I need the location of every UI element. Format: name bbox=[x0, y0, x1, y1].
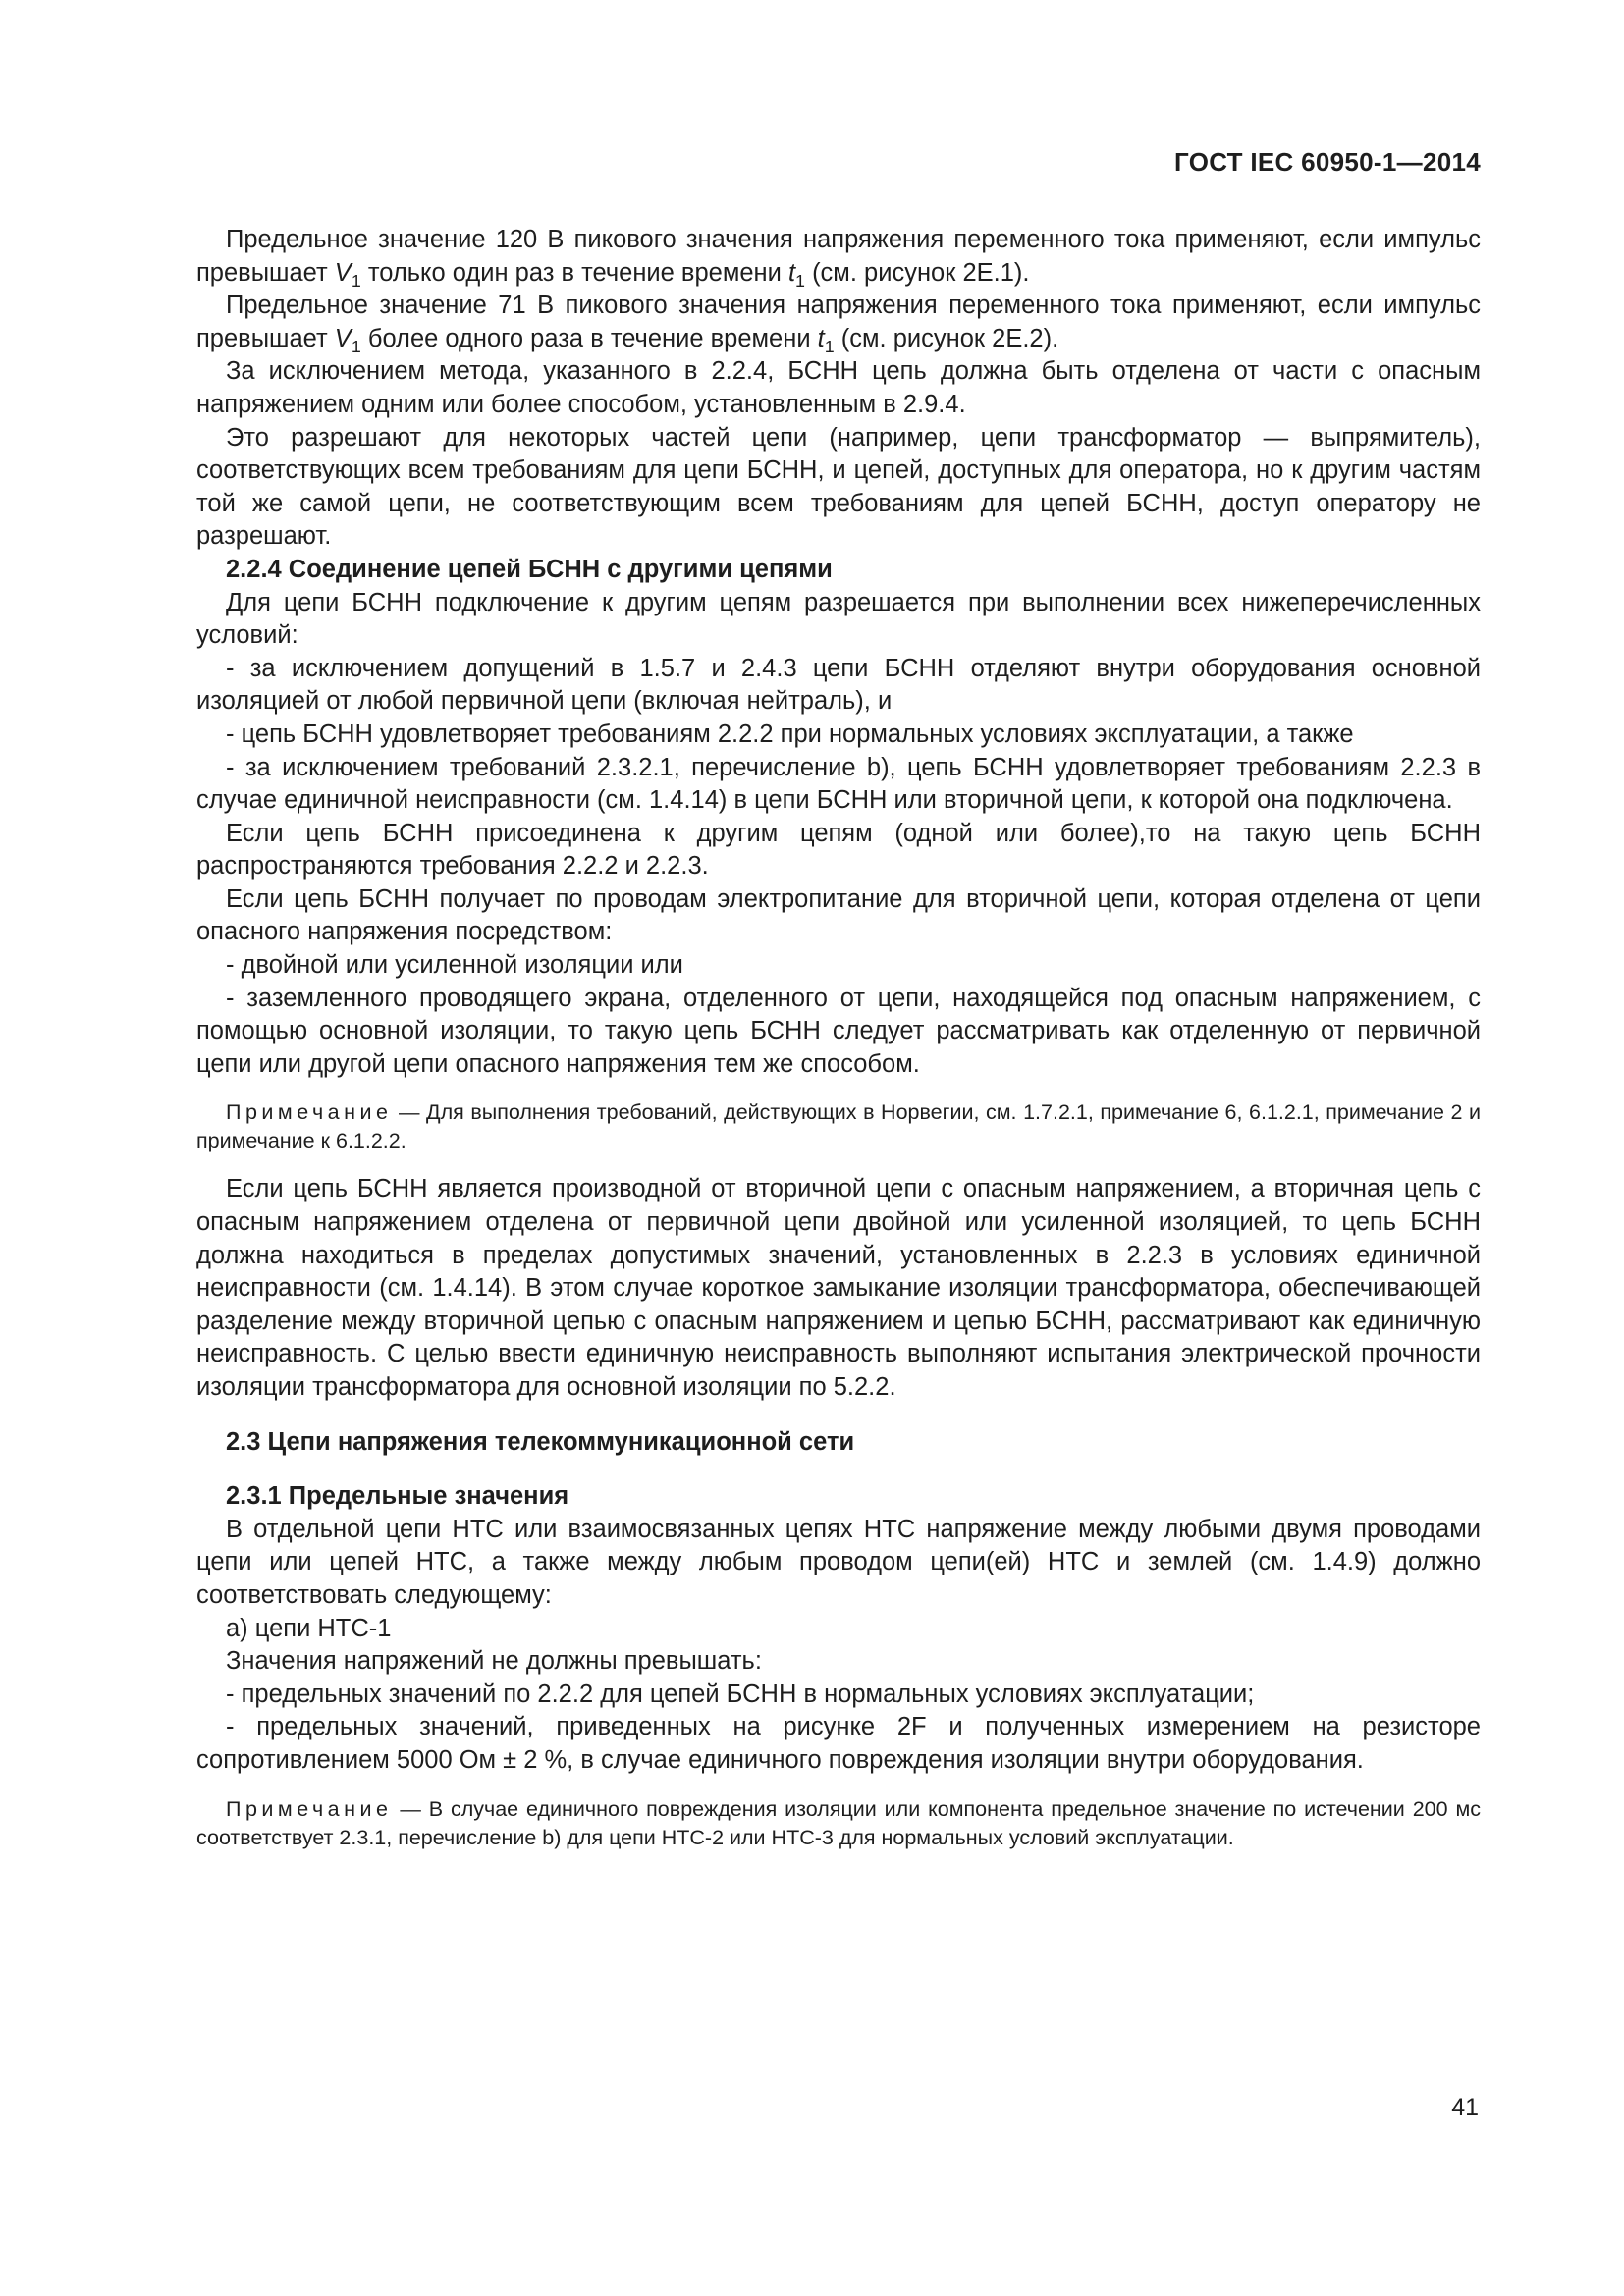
document-code: ГОСТ IEC 60950-1—2014 bbox=[1174, 147, 1481, 177]
paragraph: Для цепи БСНН подключение к другим цепям разрешается при выполнении всех нижеперечисленных условий: bbox=[196, 588, 1481, 650]
paragraph: Если цепь БСНН получает по проводам электропитание для вторичной цепи, которая отделена от цепи опасного напряжения посредством: bbox=[196, 884, 1481, 946]
subsection-heading: 2.3.1 Предельные значения bbox=[226, 1482, 569, 1511]
paragraph: За исключением метода, указанного в 2.2.4, БСНН цепь должна быть отделена от части с опасным напряжением одним или более способом, установленным в 2.9.4. bbox=[196, 357, 1481, 418]
list-item: - за исключением допущений в 1.5.7 и 2.4.3 цепи БСНН отделяют внутри оборудования основной изоляцией от любой первичной цепи (включая нейтраль), и bbox=[196, 654, 1481, 716]
list-item: - цепь БСНН удовлетворяет требованиям 2.2.2 при нормальных условиях эксплуатации, а также bbox=[226, 720, 1354, 748]
list-item: - заземленного проводящего экрана, отделенного от цепи, находящейся под опасным напряжением, с помощью основной изоляции, то такую цепь БСНН следует рассматривать как отделенную от первичной цепи или другой цепи опасного напряжения тем же способом. bbox=[196, 984, 1481, 1078]
page-body bbox=[196, 224, 1481, 1870]
list-item: - предельных значений по 2.2.2 для цепей БСНН в нормальных условиях эксплуатации; bbox=[226, 1680, 1255, 1708]
list-item: - двойной или усиленной изоляции или bbox=[226, 951, 683, 980]
paragraph: Если цепь БСНН является производной от вторичной цепи с опасным напряжением, а вторичная цепь с опасным напряжением отделена от первичной цепи двойной или усиленной изоляцией, то цепь БСНН должна находиться в пределах допустимых значений, установленных в 2.2.3 в условиях единичной неисправности (см. 1.4.14). В этом случае короткое замыкание изоляции трансформатора, обеспечивающей разделение между вторичной цепью с опасным напряжением и цепью БСНН, рассматривают как единичную неисправность. С целью ввести единичную неисправность выполняют испытания электрической прочности изоляции трансформатора для основной изоляции по 5.2.2. bbox=[196, 1175, 1481, 1401]
note: Примечание — Для выполнения требований, действующих в Норвегии, см. 1.7.2.1, примечание 6, 6.1.2.1, примечание 2 и примечание к 6.1.2.2. bbox=[196, 1100, 1481, 1153]
paragraph: Предельное значение 120 В пикового значения напряжения переменного тока применяют, если импульс превышает $V_1$ только один раз в течение времени $t_1$ (см. рисунок 2Е.1). bbox=[196, 226, 1481, 291]
paragraph: Предельное значение 71 В пикового значения напряжения переменного тока применяют, если импульс превышает $V_1$ более одного раза в течение времени $t_1$ (см. рисунок 2Е.2). bbox=[196, 292, 1481, 357]
paragraph: Это разрешают для некоторых частей цепи (например, цепи трансформатор — выпрямитель), соответствующих всем требованиям для цепи БСНН, и цепей, доступных для оператора, но к другим частям той же самой цепи, не соответствующим всем требованиям для цепей БСНН, доступ оператору не разрешают. bbox=[196, 423, 1481, 551]
section-heading: 2.3 Цепи напряжения телекоммуникационной сети bbox=[226, 1427, 855, 1456]
list-item: - предельных значений, приведенных на рисунке 2F и полученных измерением на резисторе сопротивлением 5000 Ом ± 2 %, в случае единичного повреждения изоляции внутри оборудования. bbox=[196, 1713, 1481, 1774]
paragraph: В отдельной цепи НТС или взаимосвязанных цепях НТС напряжение между любыми двумя проводами цепи или цепей НТС, а также между любым проводом цепи(ей) НТС и землей (см. 1.4.9) должно соответствовать следующему: bbox=[196, 1515, 1481, 1609]
section-heading: 2.2.4 Соединение цепей БСНН с другими цепями bbox=[226, 555, 833, 583]
note: Примечание — В случае единичного повреждения изоляции или компонента предельное значение по истечении 200 мс соответствует 2.3.1, перечисление b) для цепи НТС-2 или НТС-3 для нормальных условий эксплуатации. bbox=[196, 1796, 1481, 1849]
paragraph: Значения напряжений не должны превышать: bbox=[226, 1647, 762, 1676]
list-item: а) цепи НТС-1 bbox=[226, 1614, 392, 1642]
paragraph: Если цепь БСНН присоединена к другим цепям (одной или более),то на такую цепь БСНН распространяются требования 2.2.2 и 2.2.3. bbox=[196, 819, 1481, 881]
list-item: - за исключением требований 2.3.2.1, перечисление b), цепь БСНН удовлетворяет требованиям 2.2.3 в случае единичной неисправности (см. 1.4.14) в цепи БСНН или вторичной цепи, к которой она подключена. bbox=[196, 753, 1481, 815]
page-number: 41 bbox=[1451, 2094, 1479, 2121]
